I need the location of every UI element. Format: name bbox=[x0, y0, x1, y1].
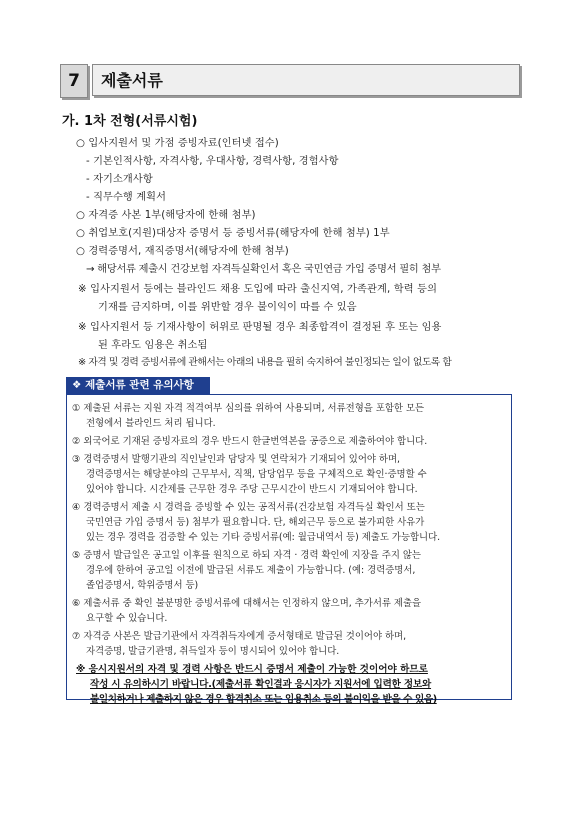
list-item: - 자기소개사항 bbox=[86, 174, 153, 185]
notice-line: 전형에서 블라인드 처리 됩니다. bbox=[86, 418, 216, 429]
notice-line: ⑥ 제출서류 중 확인 불분명한 증빙서류에 대해서는 인정하지 않으며, 추가서류 제출을 bbox=[72, 598, 422, 609]
notice-line: 자격증명, 발급기관명, 취득일자 등이 명시되어 있어야 합니다. bbox=[86, 646, 340, 657]
list-item: ○ 자격증 사본 1부(해당자에 한해 첨부) bbox=[76, 210, 256, 221]
notice-line: 요구할 수 있습니다. bbox=[86, 613, 168, 624]
section-header bbox=[60, 64, 522, 98]
notice-line: ④ 경력증명서 제출 시 경력을 증빙할 수 있는 공적서류(건강보험 자격득실 확인서 또는 bbox=[72, 502, 425, 513]
list-item: ○ 취업보호(지원)대상자 증명서 등 증빙서류(해당자에 한해 첨부) 1부 bbox=[76, 228, 390, 239]
list-item: ○ 입사지원서 및 가점 증빙자료(인터넷 접수) bbox=[76, 138, 279, 149]
note-item: 된 후라도 임용은 취소됨 bbox=[98, 340, 208, 351]
notice-line: 있는 경우 경력을 검증할 수 있는 기타 증빙서류(예: 월급내역서 등) 제출도 가능합니다. bbox=[86, 532, 441, 543]
note-item: ※ 입사지원서 등에는 블라인드 채용 도입에 따라 출신지역, 가족관계, 학력 등의 bbox=[78, 284, 438, 295]
note-item: 기재를 금지하며, 이를 위반할 경우 불이익이 따를 수 있음 bbox=[98, 302, 357, 313]
notice-line: ⑤ 증명서 발급일은 공고일 이후를 원칙으로 하되 자격 · 경력 확인에 지장을 주지 않는 bbox=[72, 550, 421, 561]
subsection-title: 가. 1차 전형(서류시험) bbox=[62, 114, 198, 129]
warning-line: 불일치하거나 제출하지 않은 경우 합격취소 또는 임용취소 등의 불이익을 받을 수 있음) bbox=[90, 694, 437, 705]
list-item: ○ 경력증명서, 재직증명서(해당자에 한해 첨부) bbox=[76, 246, 289, 257]
notice-line: ⑦ 자격증 사본은 발급기관에서 자격취득자에게 증서형태로 발급된 것이어야 하며, bbox=[72, 631, 407, 642]
list-item: - 기본인적사항, 자격사항, 우대사항, 경력사항, 경험사항 bbox=[86, 156, 339, 167]
notice-line: 국민연금 가입 증명서 등) 첨부가 필요합니다. 단, 해외근무 등으로 불가피한 사유가 bbox=[86, 517, 425, 528]
notice-header: ❖ 제출서류 관련 유의사항 bbox=[66, 377, 210, 394]
notice-line: 있어야 합니다. 시간제를 근무한 경우 주당 근무시간이 반드시 기재되어야 합니다. bbox=[86, 484, 418, 495]
notice-line: 졸업증명서, 학위증명서 등) bbox=[86, 580, 199, 591]
notice-line: ② 외국어로 기재된 증빙자료의 경우 반드시 한글번역본을 공증으로 제출하여야 합니다. bbox=[72, 436, 428, 447]
note-item: ※ 자격 및 경력 증빙서류에 관해서는 아래의 내용을 필히 숙지하여 불인정되는 일이 없도록 함 bbox=[78, 357, 452, 368]
section-number: 7 bbox=[60, 64, 88, 98]
note-item: ※ 입사지원서 등 기재사항이 허위로 판명될 경우 최종합격이 결정된 후 또는 임용 bbox=[78, 322, 442, 333]
warning-line: 작성 시 유의하시기 바랍니다.(제출서류 확인결과 응시자가 지원서에 입력한 정보와 bbox=[90, 679, 432, 690]
section-title: 제출서류 bbox=[92, 64, 520, 96]
notice-line: ③ 경력증명서 발행기관의 직인날인과 담당자 및 연락처가 기재되어 있어야 하며, bbox=[72, 454, 401, 465]
notice-line: 경우에 한하여 공고일 이전에 발급된 서류도 제출이 가능합니다. (예: 경력증명서, bbox=[86, 565, 416, 576]
notice-line: ① 제출된 서류는 지원 자격 적격여부 심의를 위하여 사용되며, 서류전형을 포함한 모든 bbox=[72, 403, 425, 414]
list-item: → 해당서류 제출시 건강보험 자격득실확인서 혹은 국민연금 가입 증명서 필히 첨부 bbox=[86, 264, 441, 275]
warning-line: ※ 응시지원서의 자격 및 경력 사항은 반드시 증명서 제출이 가능한 것이어야 하므로 bbox=[76, 664, 428, 675]
list-item: - 직무수행 계획서 bbox=[86, 192, 167, 203]
notice-line: 경력증명서는 해당분야의 근무부서, 직책, 담당업무 등을 구체적으로 확인·증명할 수 bbox=[86, 469, 427, 480]
